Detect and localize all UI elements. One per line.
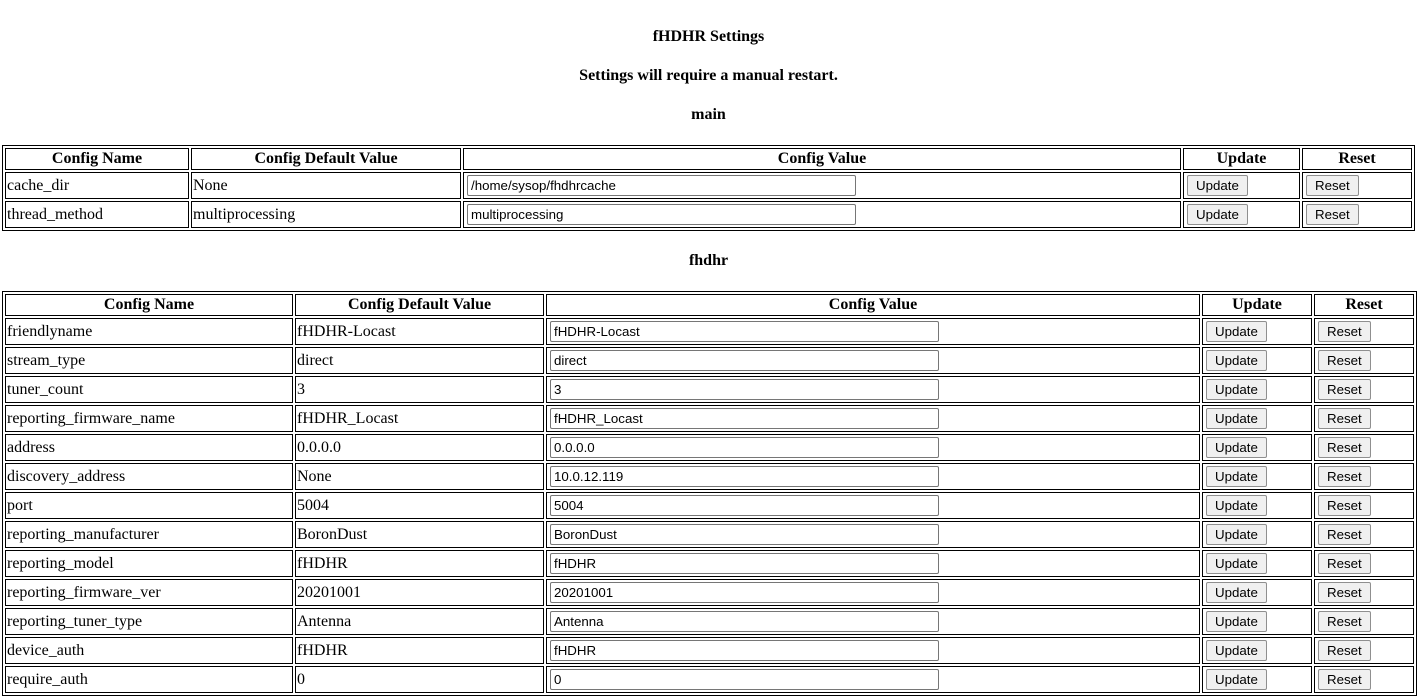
update-button[interactable]: Update <box>1206 408 1267 429</box>
reset-cell <box>1314 463 1414 490</box>
update-button[interactable]: Update <box>1206 495 1267 516</box>
reset-button[interactable]: Reset <box>1318 379 1371 400</box>
update-cell <box>1202 521 1312 548</box>
config-value-input[interactable] <box>550 350 939 371</box>
update-button[interactable]: Update <box>1206 321 1267 342</box>
config-value-cell <box>546 434 1200 461</box>
table-header-row <box>5 294 1414 316</box>
page-subtitle: Settings will require a manual restart. <box>579 67 838 84</box>
config-name-cell: address <box>5 434 293 461</box>
update-button[interactable]: Update <box>1206 669 1267 690</box>
col-header-config-value: Config Value <box>463 148 1181 170</box>
config-value-cell <box>546 521 1200 548</box>
config-value-input[interactable] <box>550 640 939 661</box>
config-value-input[interactable] <box>550 408 939 429</box>
update-cell <box>1202 376 1312 403</box>
config-row <box>5 666 1414 693</box>
config-default-cell: direct <box>295 347 544 374</box>
config-value-cell <box>463 172 1181 199</box>
config-default-cell: Antenna <box>295 608 544 635</box>
settings-page <box>2 28 1415 696</box>
config-name-cell: reporting_model <box>5 550 293 577</box>
reset-button[interactable]: Reset <box>1318 408 1371 429</box>
config-table <box>2 145 1415 231</box>
col-header-update: Update <box>1202 294 1312 316</box>
config-value-input[interactable] <box>467 204 856 225</box>
config-row <box>5 463 1414 490</box>
update-button[interactable]: Update <box>1206 582 1267 603</box>
update-cell <box>1202 666 1312 693</box>
reset-cell <box>1314 579 1414 606</box>
reset-button[interactable]: Reset <box>1318 553 1371 574</box>
config-value-cell <box>463 201 1181 228</box>
config-row <box>5 550 1414 577</box>
reset-button[interactable]: Reset <box>1318 582 1371 603</box>
update-cell <box>1202 347 1312 374</box>
update-button[interactable]: Update <box>1206 524 1267 545</box>
config-value-input[interactable] <box>467 175 856 196</box>
config-name-cell: friendlyname <box>5 318 293 345</box>
config-default-cell: multiprocessing <box>191 201 461 228</box>
reset-button[interactable]: Reset <box>1318 437 1371 458</box>
config-value-cell <box>546 579 1200 606</box>
config-row <box>5 521 1414 548</box>
update-button[interactable]: Update <box>1187 175 1248 196</box>
config-default-cell: 5004 <box>295 492 544 519</box>
reset-button[interactable]: Reset <box>1318 350 1371 371</box>
col-header-config-default-value: Config Default Value <box>191 148 461 170</box>
update-button[interactable]: Update <box>1206 611 1267 632</box>
config-default-cell: fHDHR <box>295 637 544 664</box>
config-value-input[interactable] <box>550 611 939 632</box>
config-name-cell: reporting_manufacturer <box>5 521 293 548</box>
reset-cell <box>1314 318 1414 345</box>
col-header-reset: Reset <box>1314 294 1414 316</box>
config-name-cell: require_auth <box>5 666 293 693</box>
config-value-cell <box>546 376 1200 403</box>
config-section <box>2 252 1415 696</box>
config-value-input[interactable] <box>550 524 939 545</box>
config-value-input[interactable] <box>550 495 939 516</box>
config-value-input[interactable] <box>550 669 939 690</box>
config-section <box>2 106 1415 231</box>
update-button[interactable]: Update <box>1206 553 1267 574</box>
config-sections <box>2 106 1415 696</box>
reset-button[interactable]: Reset <box>1318 495 1371 516</box>
reset-button[interactable]: Reset <box>1318 466 1371 487</box>
reset-cell <box>1314 637 1414 664</box>
config-row <box>5 172 1412 199</box>
section-heading: main <box>691 106 726 123</box>
page-title: fHDHR Settings <box>652 28 765 45</box>
col-header-config-name: Config Name <box>5 294 293 316</box>
reset-cell <box>1314 347 1414 374</box>
update-cell <box>1202 550 1312 577</box>
update-button[interactable]: Update <box>1206 640 1267 661</box>
col-header-config-name: Config Name <box>5 148 189 170</box>
col-header-config-value: Config Value <box>546 294 1200 316</box>
config-name-cell: device_auth <box>5 637 293 664</box>
config-value-input[interactable] <box>550 437 939 458</box>
update-cell <box>1183 201 1300 228</box>
config-default-cell: fHDHR-Locast <box>295 318 544 345</box>
config-row <box>5 376 1414 403</box>
reset-cell <box>1302 201 1412 228</box>
reset-cell <box>1314 376 1414 403</box>
config-row <box>5 347 1414 374</box>
config-value-cell <box>546 608 1200 635</box>
config-value-cell <box>546 637 1200 664</box>
config-name-cell: discovery_address <box>5 463 293 490</box>
config-default-cell: 20201001 <box>295 579 544 606</box>
config-value-cell <box>546 347 1200 374</box>
table-header-row <box>5 148 1412 170</box>
update-button[interactable]: Update <box>1206 350 1267 371</box>
update-cell <box>1202 492 1312 519</box>
config-value-cell <box>546 550 1200 577</box>
config-name-cell: reporting_tuner_type <box>5 608 293 635</box>
config-default-cell: None <box>295 463 544 490</box>
config-name-cell: cache_dir <box>5 172 189 199</box>
update-cell <box>1202 405 1312 432</box>
update-cell <box>1202 318 1312 345</box>
config-value-cell <box>546 666 1200 693</box>
config-row <box>5 405 1414 432</box>
reset-button[interactable]: Reset <box>1318 611 1371 632</box>
config-default-cell: 3 <box>295 376 544 403</box>
reset-button[interactable]: Reset <box>1318 524 1371 545</box>
update-cell <box>1202 608 1312 635</box>
reset-cell <box>1314 608 1414 635</box>
update-button[interactable]: Update <box>1206 466 1267 487</box>
config-default-cell: fHDHR <box>295 550 544 577</box>
config-row <box>5 434 1414 461</box>
col-header-config-default-value: Config Default Value <box>295 294 544 316</box>
config-value-input[interactable] <box>550 466 939 487</box>
config-name-cell: tuner_count <box>5 376 293 403</box>
config-value-input[interactable] <box>550 582 939 603</box>
col-header-update: Update <box>1183 148 1300 170</box>
config-value-input[interactable] <box>550 379 939 400</box>
reset-cell <box>1302 172 1412 199</box>
config-name-cell: port <box>5 492 293 519</box>
reset-cell <box>1314 405 1414 432</box>
reset-button[interactable]: Reset <box>1318 321 1371 342</box>
section-heading: fhdhr <box>688 252 729 269</box>
reset-button[interactable]: Reset <box>1306 204 1359 225</box>
config-value-input[interactable] <box>550 321 939 342</box>
reset-button[interactable]: Reset <box>1318 640 1371 661</box>
config-value-cell <box>546 318 1200 345</box>
config-value-input[interactable] <box>550 553 939 574</box>
config-value-cell <box>546 405 1200 432</box>
update-cell <box>1202 579 1312 606</box>
config-default-cell: None <box>191 172 461 199</box>
config-value-cell <box>546 492 1200 519</box>
config-row <box>5 637 1414 664</box>
col-header-reset: Reset <box>1302 148 1412 170</box>
reset-cell <box>1314 550 1414 577</box>
reset-cell <box>1314 521 1414 548</box>
config-default-cell: 0.0.0.0 <box>295 434 544 461</box>
config-value-cell <box>546 463 1200 490</box>
update-cell <box>1202 463 1312 490</box>
update-cell <box>1183 172 1300 199</box>
config-default-cell: BoronDust <box>295 521 544 548</box>
update-button[interactable]: Update <box>1187 204 1248 225</box>
config-name-cell: reporting_firmware_name <box>5 405 293 432</box>
config-table <box>2 291 1417 696</box>
reset-cell <box>1314 434 1414 461</box>
config-default-cell: fHDHR_Locast <box>295 405 544 432</box>
config-row <box>5 608 1414 635</box>
reset-cell <box>1314 492 1414 519</box>
reset-button[interactable]: Reset <box>1306 175 1359 196</box>
config-row <box>5 318 1414 345</box>
config-row <box>5 579 1414 606</box>
reset-cell <box>1314 666 1414 693</box>
update-cell <box>1202 637 1312 664</box>
config-default-cell: 0 <box>295 666 544 693</box>
update-button[interactable]: Update <box>1206 437 1267 458</box>
config-name-cell: reporting_firmware_ver <box>5 579 293 606</box>
config-name-cell: thread_method <box>5 201 189 228</box>
update-cell <box>1202 434 1312 461</box>
config-row <box>5 201 1412 228</box>
config-row <box>5 492 1414 519</box>
reset-button[interactable]: Reset <box>1318 669 1371 690</box>
config-name-cell: stream_type <box>5 347 293 374</box>
update-button[interactable]: Update <box>1206 379 1267 400</box>
